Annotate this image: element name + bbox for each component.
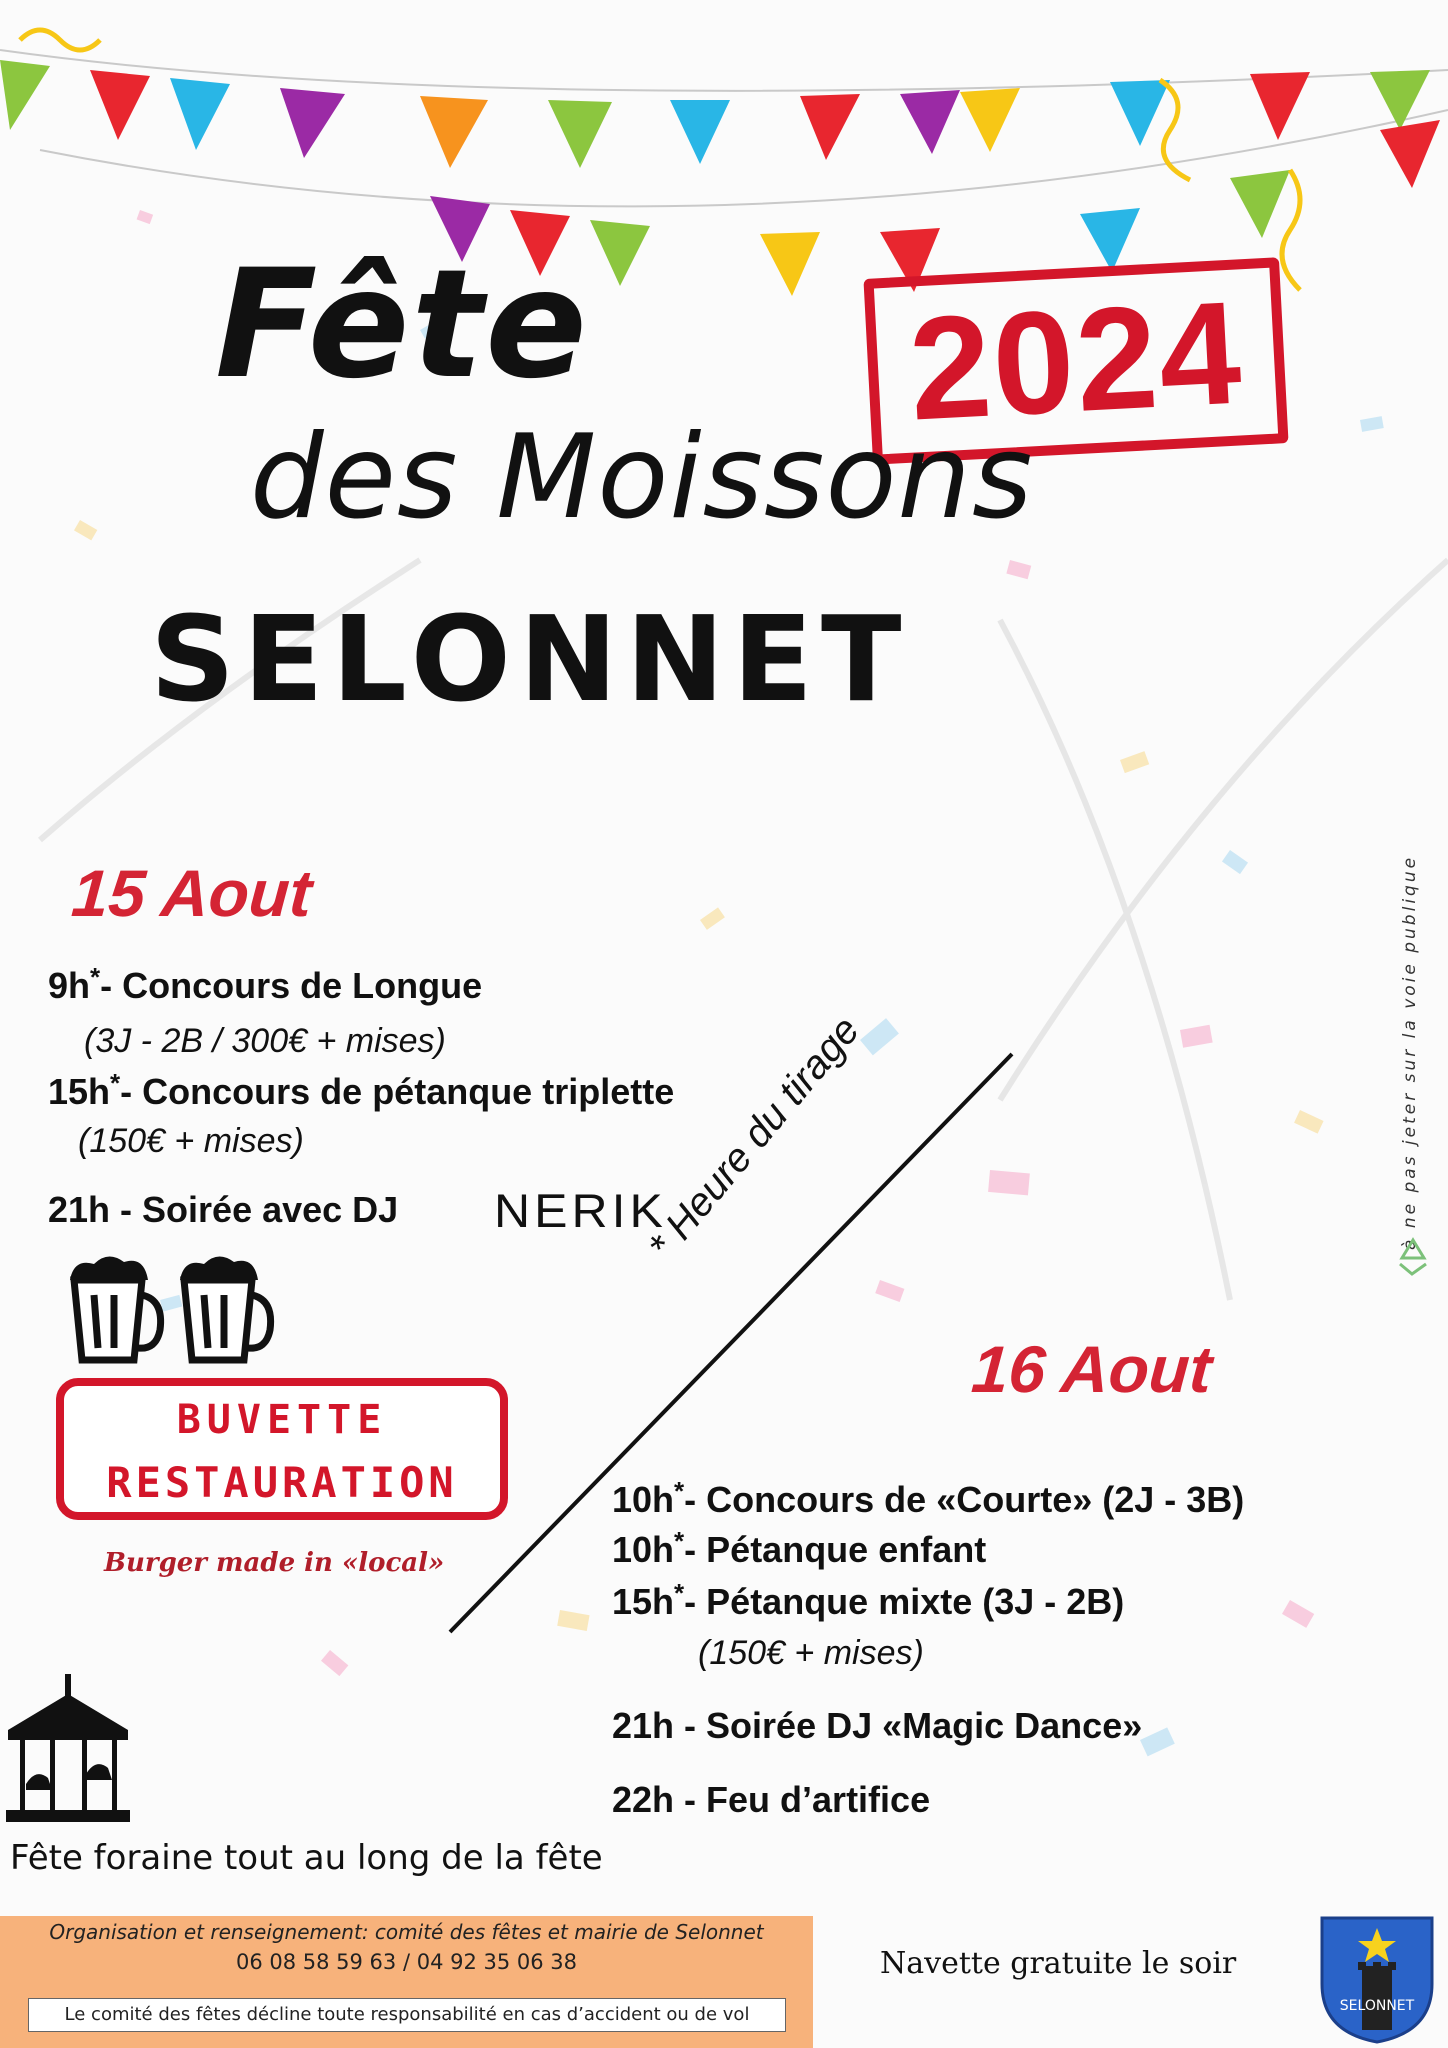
item-time: 21h [48,1189,111,1230]
carousel-icon [6,1674,130,1824]
recycle-icon [1392,1236,1434,1278]
buvette-label: BUVETTE [176,1397,388,1443]
day2-item-5 [612,1779,931,1820]
day1-item-2-sub: (150€ + mises) [78,1122,304,1160]
item-star: * [674,1526,685,1556]
footer-phones: 06 08 58 59 63 / 04 92 35 06 38 [235,1950,578,1974]
item-star: * [674,1578,685,1608]
day2-header: 16 Aout [969,1332,1215,1406]
item-text: - Soirée avec DJ [110,1189,399,1230]
day2-item-4 [612,1705,1143,1746]
day2-item-3-sub: (150€ + mises) [698,1634,924,1672]
buvette-tagline: Burger made in «local» [104,1548,445,1578]
item-time: 10h [612,1529,675,1570]
title-fete: Fête [215,238,589,412]
item-text: - Concours de «Courte» (2J - 3B) [684,1479,1245,1520]
buvette-restauration-sign [56,1378,508,1520]
item-time: 15h [48,1071,111,1112]
item-text: - Concours de Longue [100,965,483,1006]
day2-item-2 [612,1526,987,1570]
tirage-note: * Heure du tirage [640,1008,869,1269]
item-time: 9h [48,965,91,1006]
item-star: * [90,962,101,992]
side-note: à ne pas jeter sur la voie publique [1400,854,1420,1250]
restauration-label: RESTAURATION [106,1458,458,1507]
year-stamp: 2024 [863,257,1288,465]
item-time: 21h [612,1705,675,1746]
day1-header: 15 Aout [69,856,315,930]
item-text: - Pétanque enfant [684,1529,987,1570]
title-des-moissons: des Moissons [250,410,1034,545]
item-text: - Pétanque mixte (3J - 2B) [684,1581,1125,1622]
footer-disclaimer: Le comité des fêtes décline toute responsabilité en cas d’accident ou de vol [64,2004,750,2025]
day1-item-1-sub: (3J - 2B / 300€ + mises) [84,1022,446,1060]
item-text: - Feu d’artifice [674,1779,931,1820]
item-time: 22h [612,1779,675,1820]
item-text: - Concours de pétanque triplette [120,1071,675,1112]
beer-mug-icon [64,1250,284,1370]
footer-organisation: Organisation et renseignement: comité des fêtes et mairie de Selonnet [49,1920,764,1944]
day2-item-1 [612,1476,1245,1520]
item-time: 10h [612,1479,675,1520]
navette-note: Navette gratuite le soir [880,1946,1237,1981]
town-crest-icon [1318,1914,1436,2044]
item-time: 15h [612,1581,675,1622]
item-text: - Soirée DJ «Magic Dance» [674,1705,1143,1746]
item-star: * [674,1476,685,1506]
title-selonnet: SELONNET [150,590,910,728]
crest-label: SELONNET [1339,1998,1415,2014]
dj-nerik-logo: NERIK [494,1184,667,1238]
fete-foraine-note: Fête foraine tout au long de la fête [10,1838,603,1878]
item-star: * [110,1068,121,1098]
day2-item-3 [612,1578,1125,1622]
